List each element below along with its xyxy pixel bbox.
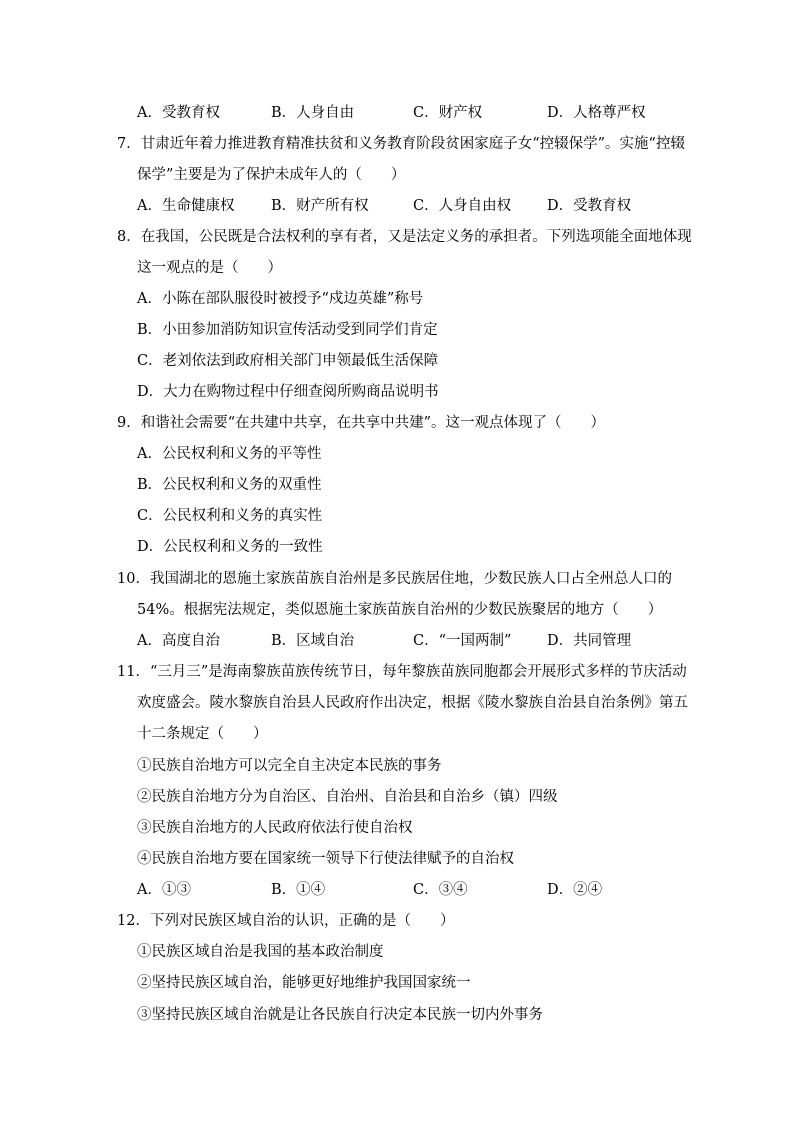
q10-stem-line-2: 54%。根据宪法规定，类似恩施土家族苗族自治州的少数民族聚居的地方（ ） [137,602,663,618]
q9-option-b: B．公民权利和义务的双重性 [137,477,322,493]
q11-statement-1: ①民族自治地方可以完全自主决定本民族的事务 [137,758,442,774]
option-d: D．人格尊严权 [547,105,646,121]
q11-statement-3: ③民族自治地方的人民政府依法行使自治权 [137,820,413,836]
q11-stem-line-2: 欢度盛会。陵水黎族自治县人民政府作出决定，根据《陵水黎族自治县自治条例》第五 [137,695,688,711]
option-b: B．人身自由 [271,105,355,121]
q9-stem-line-1: 9．和谐社会需要“在共建中共享，在共享中共建”。这一观点体现了（ ） [117,415,606,431]
q10-option-d: D．共同管理 [547,633,632,649]
q7-stem-line-1: 7．甘肃近年着力推进教育精准扶贫和义务教育阶段贫困家庭子女“控辍保学”。实施“控辍 [117,136,685,152]
top-options-row [137,103,737,123]
option-a: A．受教育权 [137,105,220,121]
q9-option-c: C．公民权利和义务的真实性 [137,508,323,524]
q11-option-c: C．③④ [413,882,468,898]
q8-option-b: B．小田参加消防知识宣传活动受到同学们肯定 [137,322,438,338]
q8-option-d: D．大力在购物过程中仔细查阅所购商品说明书 [137,384,439,400]
q11-option-a: A．①③ [137,882,191,898]
q11-option-b: B．①④ [271,882,326,898]
q12-statement-1: ①民族区域自治是我国的基本政治制度 [137,944,384,960]
q11-options-row [137,880,737,900]
q7-option-b: B．财产所有权 [271,198,369,214]
q8-stem-line-2: 这一观点的是（ ） [137,260,282,276]
q8-stem-line-1: 8．在我国，公民既是合法权利的享有者，又是法定义务的承担者。下列选项能全面地体现 [117,229,692,245]
q9-option-d: D．公民权利和义务的一致性 [137,539,323,555]
q11-statement-2: ②民族自治地方分为自治区、自治州、自治县和自治乡（镇）四级 [137,789,558,805]
q10-stem-line-1: 10．我国湖北的恩施土家族苗族自治州是多民族居住地，少数民族人口占全州总人口的 [117,571,672,587]
q11-statement-4: ④民族自治地方要在国家统一领导下行使法律赋予的自治权 [137,851,514,867]
q11-option-d: D．②④ [547,882,603,898]
q8-option-a: A．小陈在部队服役时被授予“戍边英雄”称号 [137,291,424,307]
q7-options-row [137,196,737,216]
q12-statement-2: ②坚持民族区域自治，能够更好地维护我国国家统一 [137,975,471,991]
q11-stem-line-3: 十二条规定（ ） [137,726,268,742]
q12-statement-3: ③坚持民族区域自治就是让各民族自行决定本民族一切内外事务 [137,1007,543,1023]
q7-option-a: A．生命健康权 [137,198,235,214]
q10-option-a: A．高度自治 [137,633,220,649]
q7-option-d: D．受教育权 [547,198,632,214]
q11-stem-line-1: 11．“三月三”是海南黎族苗族传统节日，每年黎族苗族同胞都会开展形式多样的节庆活动 [117,664,687,680]
q12-stem-line-1: 12．下列对民族区域自治的认识，正确的是（ ） [117,913,455,929]
q7-option-c: C．人身自由权 [413,198,512,214]
option-c: C．财产权 [413,105,483,121]
q10-options-row [137,631,737,651]
q7-stem-line-2: 保学”主要是为了保护未成年人的（ ） [137,167,406,183]
q10-option-c: C．“一国两制” [413,633,512,649]
q9-option-a: A．公民权利和义务的平等性 [137,446,322,462]
q8-option-c: C．老刘依法到政府相关部门申领最低生活保障 [137,353,439,369]
q10-option-b: B．区域自治 [271,633,355,649]
